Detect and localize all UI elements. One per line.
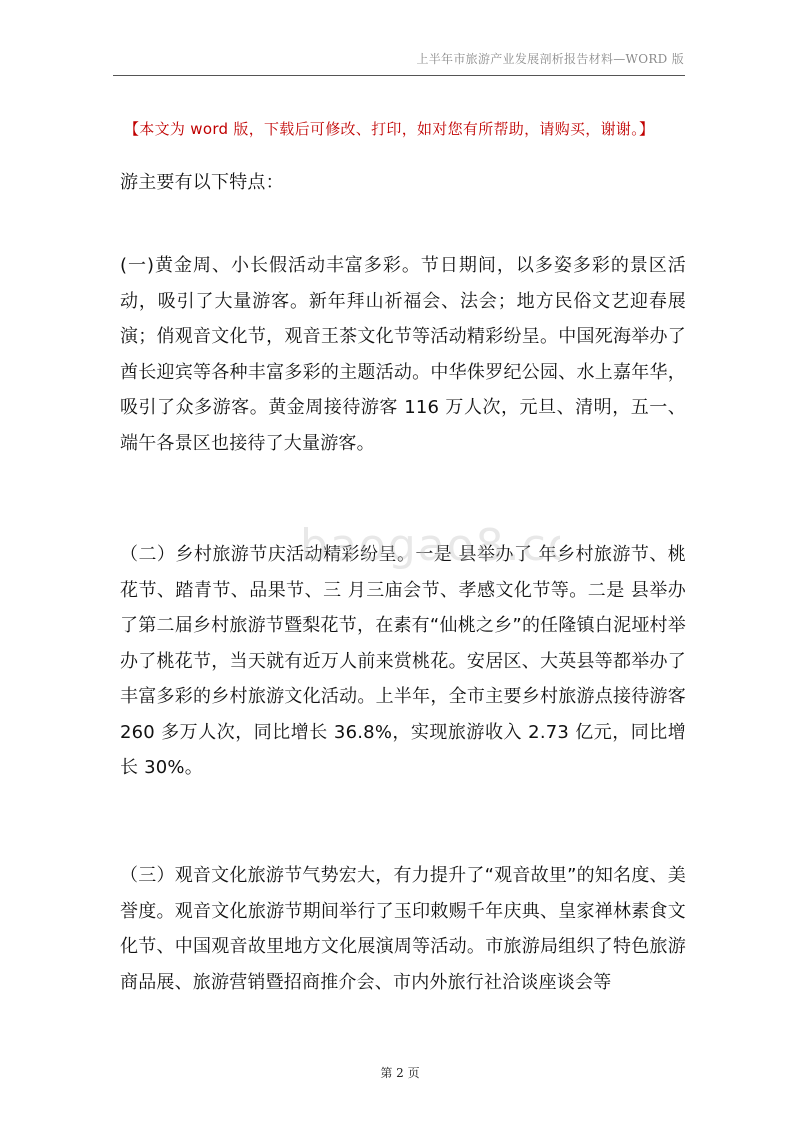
watermark-text: baogao8.c [300, 520, 548, 571]
paragraph-rural-tourism: （二）乡村旅游节庆活动精彩纷呈。一是 县举办了 年乡村旅游节、桃花节、踏青节、品果节、三 月三庙会节、孝感文化节等。二是 县举办了第二届乡村旅游节暨梨花节，在素有“仙桃之乡”的任隆镇白泥垭村举办了桃花节，当天就有近万人前来赏桃花。安居区、大英县等都举办了丰富多彩的乡村旅游文化活动。上半年，全市主要乡村旅游点接待游客 260 多万人次，同比增长 36.8%，实现旅游收入 2.73 亿元，同比增长 30%。 [120, 544, 686, 778]
lead-sentence: 游主要有以下特点： [120, 172, 284, 193]
header-divider [113, 75, 685, 76]
page-number: 第 2 页 [380, 1066, 420, 1080]
paragraph-guanyin-festival: （三）观音文化旅游节气势宏大，有力提升了“观音故里”的知名度、美誉度。观音文化旅游节期间举行了玉印敕赐千年庆典、皇家禅林素食文化节、中国观音故里地方文化展演周等活动。市旅游局组织了特色旅游商品展、旅游营销暨招商推介会、市内外旅行社洽谈座谈会等 [120, 865, 686, 993]
paragraph-golden-week: (一)黄金周、小长假活动丰富多彩。节日期间，以多姿多彩的景区活动，吸引了大量游客。新年拜山祈福会、法会；地方民俗文艺迎春展演；俏观音文化节，观音王茶文化节等活动精彩纷呈。中国死海举办了酋长迎宾等各种丰富多彩的主题活动。中华侏罗纪公园、水上嘉年华，吸引了众多游客。黄金周接待游客 116 万人次，元旦、清明，五一、端午各景区也接待了大量游客。 [120, 255, 686, 454]
download-notice: 【本文为 word 版，下载后可修改、打印，如对您有所帮助，请购买，谢谢。】 [124, 120, 655, 138]
running-header: 上半年市旅游产业发展剖析报告材料—WORD 版 [416, 52, 684, 66]
